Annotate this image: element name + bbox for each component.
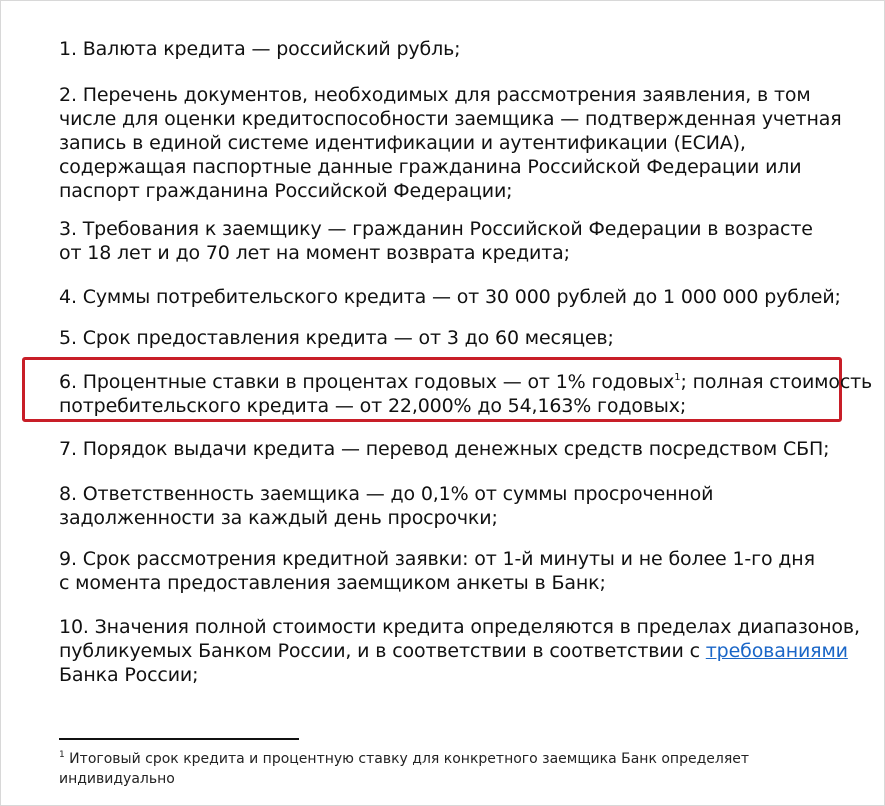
- footnote-divider: [59, 738, 299, 740]
- item-text-line: Банка России;: [59, 664, 199, 686]
- footnote-line: [59, 749, 819, 769]
- item-text-line: числе для оценки кредитоспособности заемщика — подтвержденная учетная: [59, 108, 842, 130]
- list-item-loan-term: [59, 326, 829, 350]
- item-text-line: с момента предоставления заемщиком анкеты в Банк;: [59, 572, 606, 594]
- item-text-line: потребительского кредита — от 22,000% до 54,163% годовых;: [59, 395, 687, 417]
- footnote-marker: 1: [674, 372, 681, 383]
- footnote-marker: 1: [59, 750, 65, 760]
- item-text-line: 9. Срок рассмотрения кредитной заявки: от 1-й минуты и не более 1-го дня: [59, 548, 815, 570]
- footnote-text: Итоговый срок кредита и процентную ставку для конкретного заемщика Банк определяет: [64, 751, 750, 767]
- item-text-line: 5. Срок предоставления кредита — от 3 до 60 месяцев;: [59, 327, 614, 349]
- item-text-line: паспорт гражданина Российской Федерации;: [59, 180, 513, 202]
- item-text-line: содержащая паспортные данные гражданина Российской Федерации или: [59, 156, 802, 178]
- item-text-line: [59, 639, 848, 663]
- list-item-interest-rates: [59, 370, 873, 418]
- list-item-documents: [59, 83, 842, 203]
- item-text-line: 2. Перечень документов, необходимых для рассмотрения заявления, в том: [59, 84, 811, 106]
- rate-text-tail: ; полная стоимость: [680, 371, 873, 393]
- list-item-borrower-requirements: [59, 217, 829, 265]
- item-text-line: 10. Значения полной стоимости кредита определяются в пределах диапазонов,: [59, 616, 860, 638]
- list-item-liability: [59, 482, 829, 530]
- full-cost-text: публикуемых Банком России, и в соответствии в соответствии с: [59, 640, 706, 662]
- item-text-line: 4. Суммы потребительского кредита — от 30 000 рублей до 1 000 000 рублей;: [59, 286, 841, 308]
- item-text-line: запись в единой системе идентификации и аутентификации (ЕСИА),: [59, 132, 746, 154]
- list-item-loan-amounts: [59, 285, 841, 309]
- item-text-line: [59, 370, 873, 394]
- list-item-disbursement: [59, 437, 829, 461]
- item-text-line: задолженности за каждый день просрочки;: [59, 507, 498, 529]
- footnote: [59, 749, 819, 789]
- item-text-line: 8. Ответственность заемщика — до 0,1% от суммы просроченной: [59, 483, 714, 505]
- item-text-line: 1. Валюта кредита — российский рубль;: [59, 38, 461, 60]
- footnote-line: индивидуально: [59, 771, 175, 787]
- list-item-review-term: [59, 547, 829, 595]
- item-text-line: от 18 лет и до 70 лет на момент возврата кредита;: [59, 242, 570, 264]
- rate-text: 6. Процентные ставки в процентах годовых — от 1% годовых: [59, 371, 675, 393]
- list-item-full-cost: [59, 615, 860, 687]
- list-item-currency: [59, 37, 829, 61]
- item-text-line: 3. Требования к заемщику — гражданин Российской Федерации в возрасте: [59, 218, 813, 240]
- requirements-link[interactable]: требованиями: [705, 640, 848, 662]
- item-text-line: 7. Порядок выдачи кредита — перевод денежных средств посредством СБП;: [59, 438, 830, 460]
